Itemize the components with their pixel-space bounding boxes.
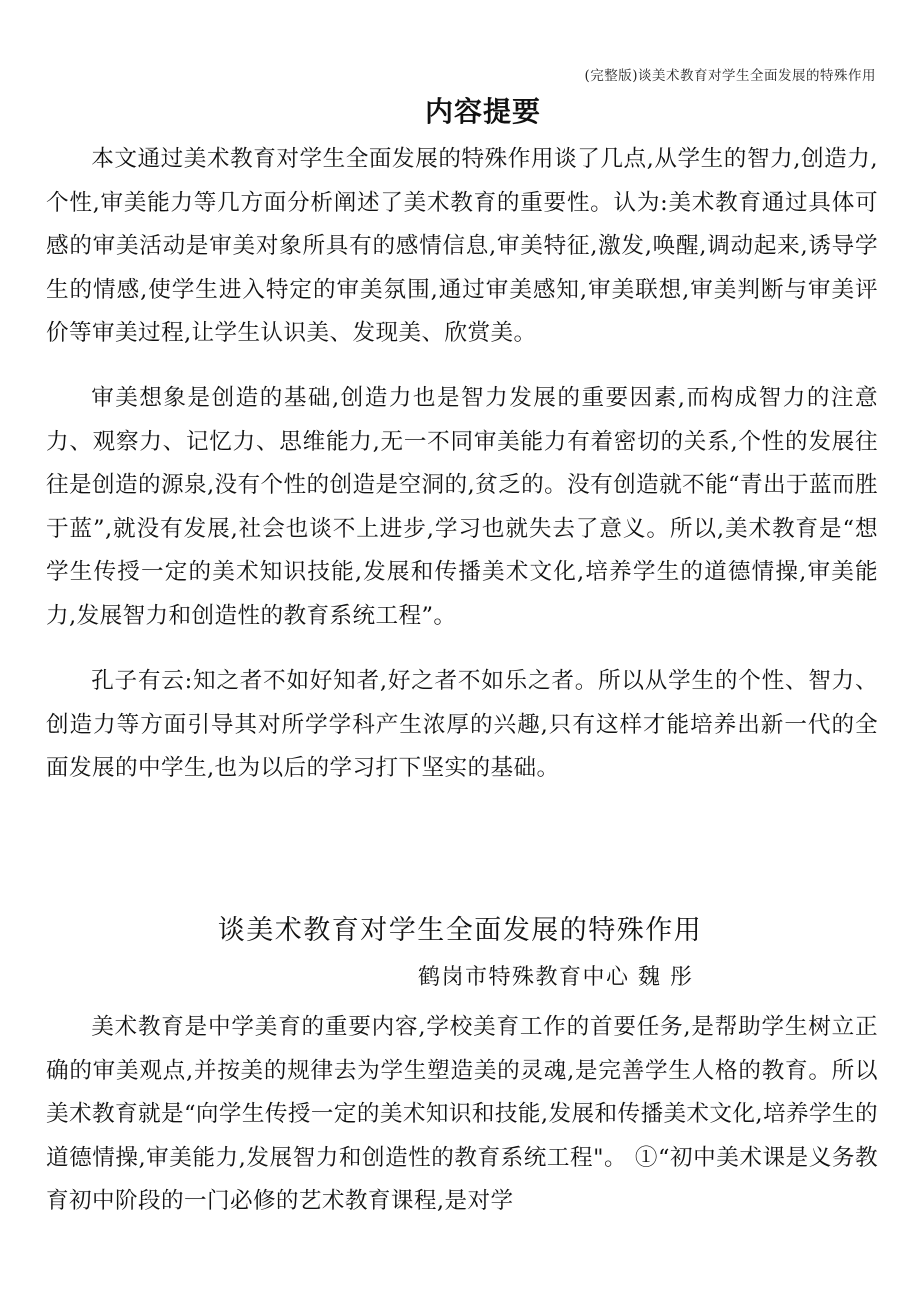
author-line: 鹤岗市特殊教育中心 魏 彤 [418, 965, 694, 990]
section-title: 内容提要 [424, 95, 541, 128]
abstract-paragraph-1: 本文通过美术教育对学生全面发展的特殊作用谈了几点,从学生的智力,创造力,个性,审美能力等几方面分析阐述了美术教育的重要性。认为:美术教育通过具体可感的审美活动是审美对象所具有的感情信息,审美特征,激发,唤醒,调动起来,诱导学生的情感,使学生进入特定的审美氛围,通过审美感知,审美联想,审美判断与审美评价等审美过程,让学生认识美、发现美、欣赏美。 [46, 146, 878, 346]
abstract-paragraph-3: 孔子有云:知之者不如好知者,好之者不如乐之者。所以从学生的个性、智力、创造力等方面引导其对所学学科产生浓厚的兴趣,只有这样才能培养出新一代的全面发展的中学生,也为以后的学习打下坚实的基础。 [46, 668, 878, 781]
article-title: 谈美术教育对学生全面发展的特殊作用 [217, 915, 703, 946]
abstract-paragraph-2: 审美想象是创造的基础,创造力也是智力发展的重要因素,而构成智力的注意力、观察力、记忆力、思维能力,无一不同审美能力有着密切的关系,个性的发展往往是创造的源泉,没有个性的创造是空洞的,贫乏的。没有创造就不能“青出于蓝而胜于蓝”,就没有发展,社会也谈不上进步,学习也就失去了意义。所以,美术教育是“想学生传授一定的美术知识技能,发展和传播美术文化,培养学生的道德情操,审美能力,发展智力和创造性的教育系统工程”。 [46, 385, 878, 629]
body-paragraph: 美术教育是中学美育的重要内容,学校美育工作的首要任务,是帮助学生树立正确的审美观点,并按美的规律去为学生塑造美的灵魂,是完善学生人格的教育。所以美术教育就是“向学生传授一定的美术知识和技能,发展和传播美术文化,培养学生的道德情操,审美能力,发展智力和创造性的教育系统工程"。 ①“初中美术课是义务教育初中阶段的一门必修的艺术教育课程,是对学 [46, 1014, 878, 1214]
page-header: (完整版)谈美术教育对学生全面发展的特殊作用 [584, 68, 876, 84]
